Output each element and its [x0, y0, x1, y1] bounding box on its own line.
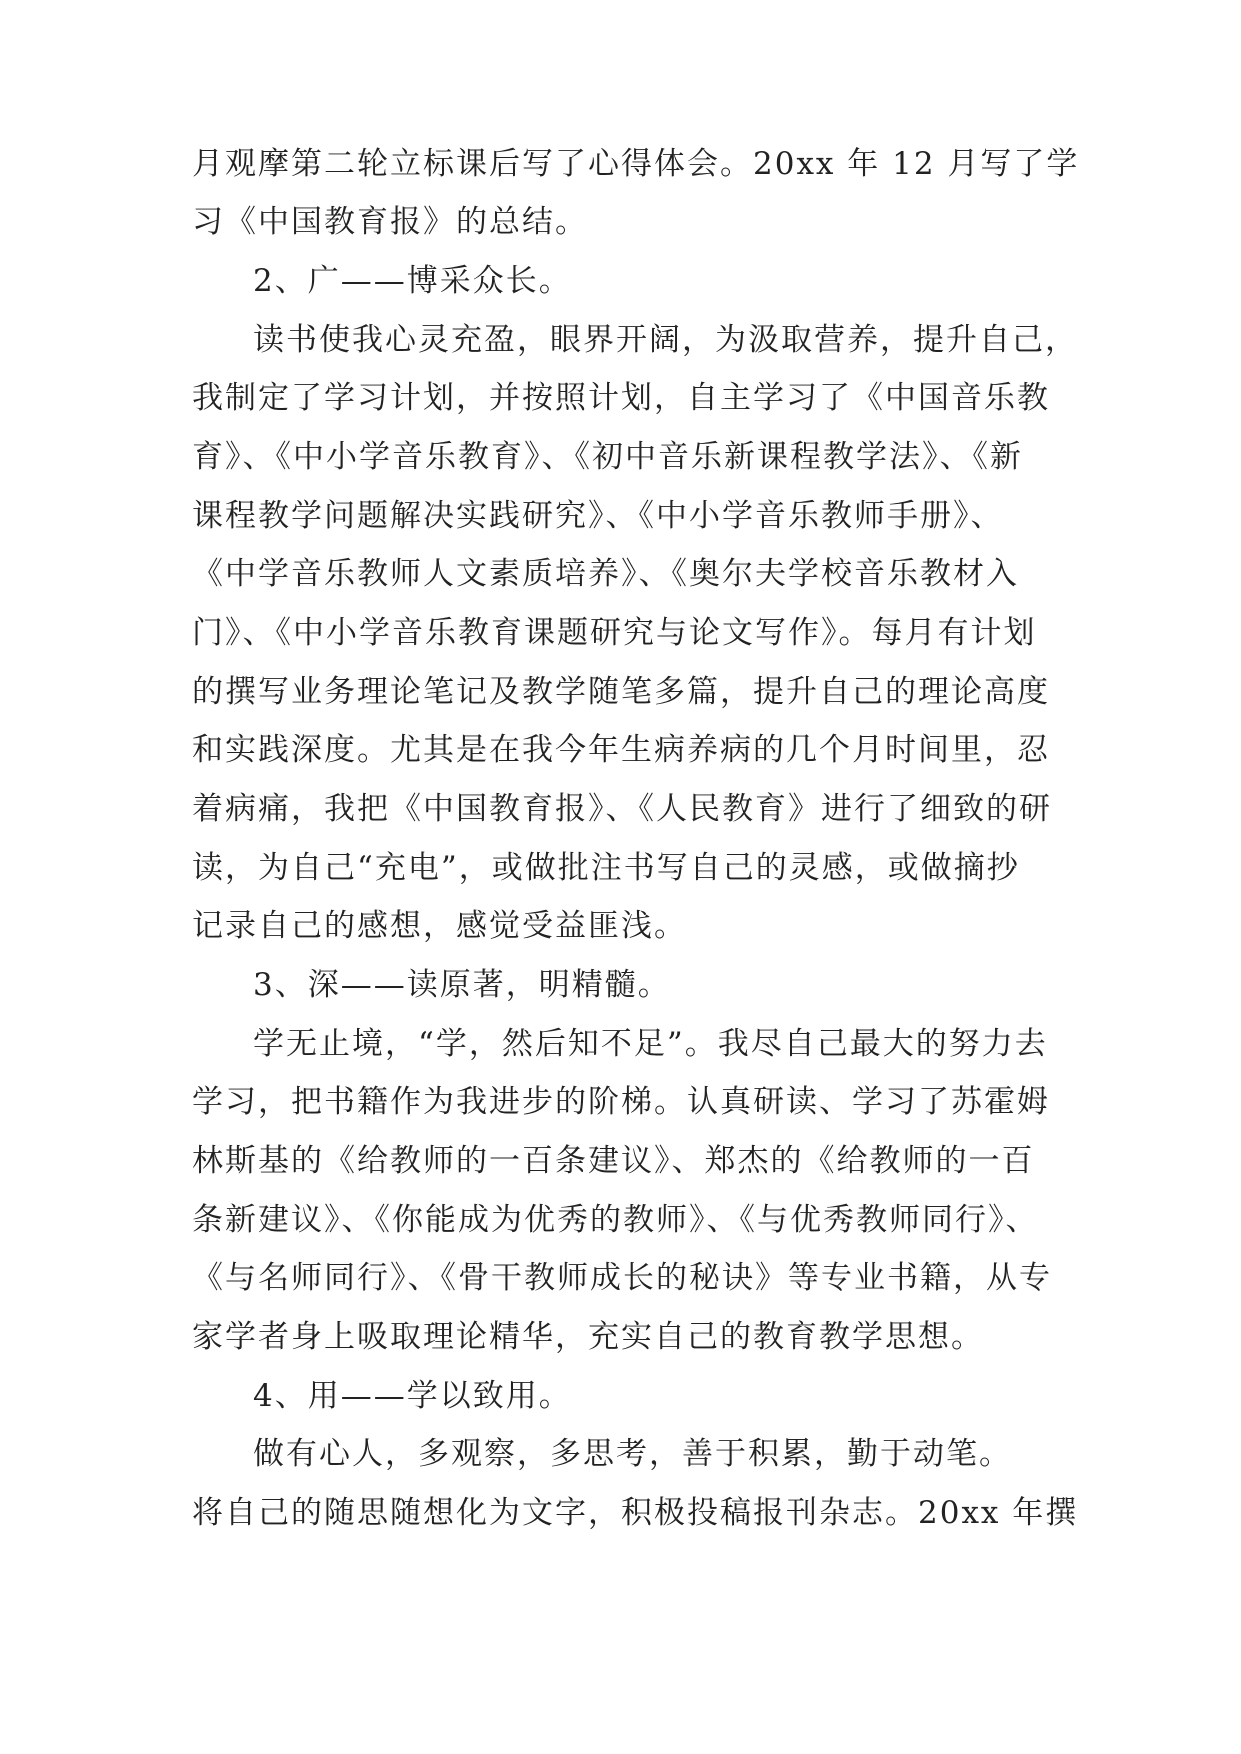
section-heading: 2、广——博采众长。 — [253, 263, 572, 299]
text-line: 家学者身上吸取理论精华，充实自己的教育教学思想。 — [192, 1319, 984, 1355]
text-line: 记录自己的感想，感觉受益匪浅。 — [192, 908, 687, 944]
text-line: 育》、《中小学音乐教育》、《初中音乐新课程教学法》、《新 — [192, 439, 1023, 475]
text-line: 我制定了学习计划，并按照计划，自主学习了《中国音乐教 — [192, 380, 1050, 416]
text-line: 将自己的随思随想化为文字，积极投稿报刊杂志。20xx 年撰 — [192, 1495, 1079, 1531]
text-line: 读书使我心灵充盈，眼界开阔，为汲取营养，提升自己， — [253, 322, 1078, 358]
text-line: 月观摩第二轮立标课后写了心得体会。20xx 年 12 月写了学 — [192, 146, 1080, 182]
text-line: 门》、《中小学音乐教育课题研究与论文写作》。每月有计划 — [192, 615, 1037, 651]
text-line: 的撰写业务理论笔记及教学随笔多篇，提升自己的理论高度 — [192, 674, 1050, 710]
section-heading: 3、深——读原著，明精髓。 — [253, 967, 671, 1003]
text-line: 做有心人，多观察，多思考，善于积累，勤于动笔。 — [253, 1436, 1012, 1472]
text-line: 读，为自己“充电”，或做批注书写自己的灵感，或做摘抄 — [192, 850, 1020, 886]
section-heading: 4、用——学以致用。 — [253, 1378, 572, 1414]
text-line: 条新建议》、《你能成为优秀的教师》、《与优秀教师同行》、 — [192, 1202, 1039, 1238]
text-line: 课程教学问题解决实践研究》、《中小学音乐教师手册》、 — [192, 498, 1004, 534]
text-line: 《与名师同行》、《骨干教师成长的秘诀》等专业书籍，从专 — [192, 1260, 1052, 1296]
text-line: 学习，把书籍作为我进步的阶梯。认真研读、学习了苏霍姆 — [192, 1084, 1050, 1120]
text-line: 林斯基的《给教师的一百条建议》、郑杰的《给教师的一百 — [192, 1143, 1035, 1179]
text-line: 学无止境，“学，然后知不足”。我尽自己最大的努力去 — [253, 1026, 1048, 1062]
text-line: 《中学音乐教师人文素质培养》、《奥尔夫学校音乐教材入 — [192, 556, 1019, 592]
text-line: 和实践深度。尤其是在我今年生病养病的几个月时间里，忍 — [192, 732, 1050, 768]
text-line: 着病痛，我把《中国教育报》、《人民教育》进行了细致的研 — [192, 791, 1052, 827]
text-line: 习《中国教育报》的总结。 — [192, 204, 588, 240]
